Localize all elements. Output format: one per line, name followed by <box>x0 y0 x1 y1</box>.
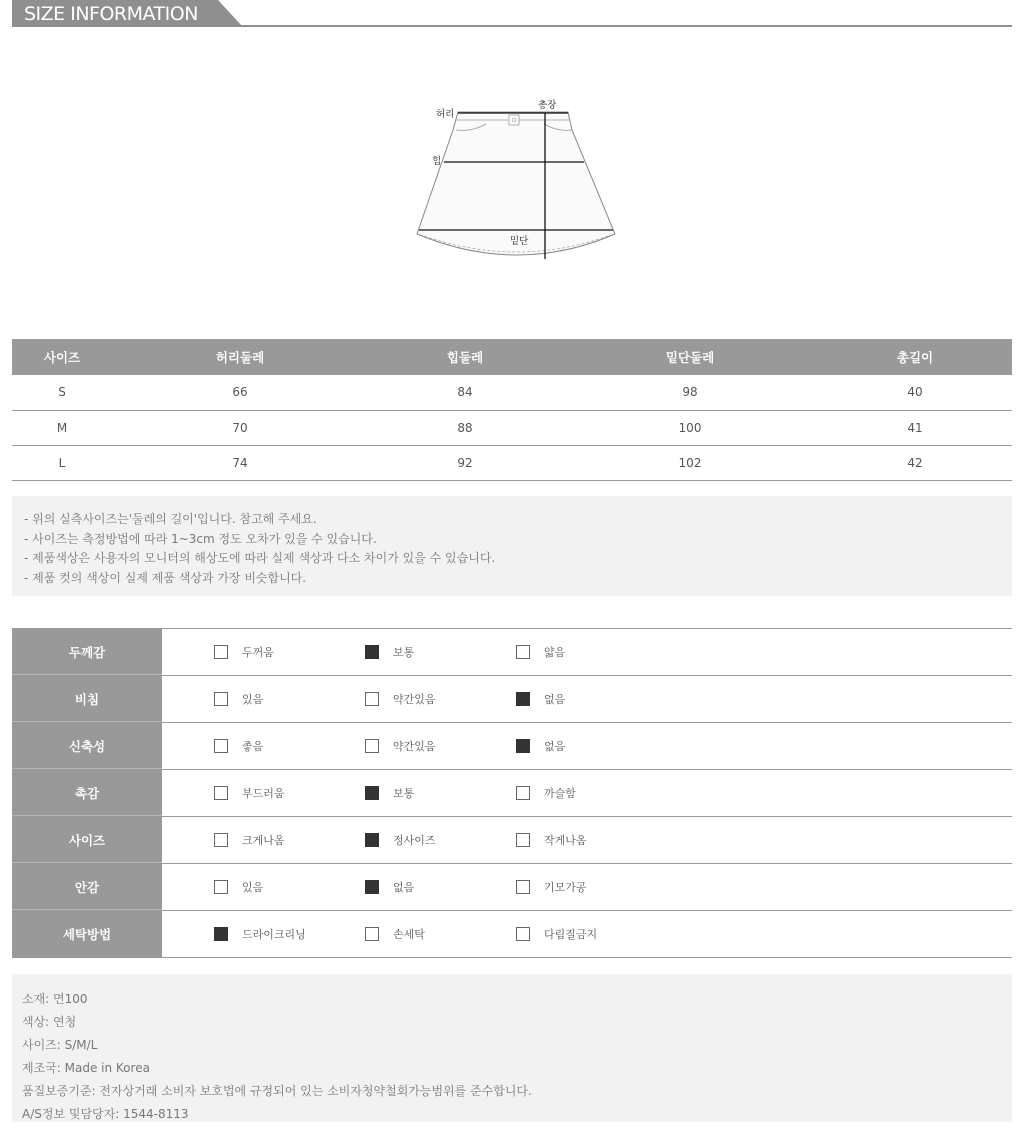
table-cell: 92 <box>368 445 562 480</box>
info-line: 사이즈: S/M/L <box>22 1038 98 1052</box>
option <box>214 879 263 895</box>
size-notes <box>12 496 1012 596</box>
column-header-hip: 힙둘레 <box>368 339 562 375</box>
option-label: 정사이즈 <box>393 834 436 847</box>
option-label: 좋음 <box>242 740 264 753</box>
attribute-row-fit <box>12 817 1012 864</box>
table-cell: 84 <box>368 375 562 410</box>
option <box>214 832 285 848</box>
column-header-length: 총길이 <box>818 339 1012 375</box>
option <box>516 879 587 895</box>
attribute-options <box>162 629 1012 675</box>
option <box>516 691 565 707</box>
attribute-row-thickness <box>12 629 1012 676</box>
option <box>214 926 306 942</box>
checkbox-checked-icon <box>516 692 530 706</box>
checkbox-icon <box>516 833 530 847</box>
table-cell: 66 <box>112 375 368 410</box>
attribute-options <box>162 770 1012 816</box>
checkbox-icon <box>214 739 228 753</box>
option <box>365 926 425 942</box>
attribute-label: 안감 <box>12 864 162 910</box>
hip-label: 힙 <box>432 156 442 167</box>
checkbox-icon <box>365 692 379 706</box>
option <box>365 832 436 848</box>
checkbox-icon <box>516 645 530 659</box>
checkbox-icon <box>516 880 530 894</box>
checkbox-checked-icon <box>365 880 379 894</box>
checkbox-checked-icon <box>365 786 379 800</box>
note-line: - 사이즈는 측정방법에 따라 1~3cm 정도 오차가 있을 수 있습니다. <box>24 531 377 546</box>
attribute-row-texture <box>12 770 1012 817</box>
attribute-label: 사이즈 <box>12 817 162 863</box>
hem-label: 밑단 <box>510 236 529 247</box>
option-label: 기모가공 <box>544 881 587 894</box>
option-label: 있음 <box>242 881 264 894</box>
checkbox-icon <box>365 927 379 941</box>
option <box>365 691 436 707</box>
attribute-row-washing <box>12 911 1012 958</box>
attribute-options <box>162 723 1012 769</box>
size-table-header <box>12 339 1012 375</box>
checkbox-icon <box>516 786 530 800</box>
option-label: 보통 <box>393 646 415 659</box>
attribute-label: 촉감 <box>12 770 162 816</box>
column-header-waist: 허리둘레 <box>112 339 368 375</box>
checkbox-checked-icon <box>214 927 228 941</box>
option <box>365 879 414 895</box>
checkbox-icon <box>365 739 379 753</box>
option <box>214 738 263 754</box>
option <box>516 832 587 848</box>
info-line: 제조국: Made in Korea <box>22 1061 150 1075</box>
table-row <box>12 445 1012 480</box>
checkbox-checked-icon <box>365 833 379 847</box>
attribute-row-lining <box>12 864 1012 911</box>
option <box>365 785 414 801</box>
attribute-table <box>12 628 1012 958</box>
note-line: - 제품 컷의 색상이 실제 제품 색상과 가장 비슷합니다. <box>24 570 307 585</box>
checkbox-icon <box>214 645 228 659</box>
option-label: 까슬함 <box>544 787 576 800</box>
checkbox-icon <box>214 880 228 894</box>
table-row <box>12 410 1012 445</box>
attribute-options <box>162 676 1012 722</box>
option <box>365 738 436 754</box>
option <box>516 926 597 942</box>
table-cell: 70 <box>112 410 368 445</box>
option <box>516 785 576 801</box>
table-row <box>12 375 1012 410</box>
option-label: 두꺼움 <box>242 646 274 659</box>
table-cell: 100 <box>562 410 818 445</box>
option <box>516 644 565 660</box>
option-label: 손세탁 <box>393 928 425 941</box>
option-label: 없음 <box>393 881 415 894</box>
attribute-row-stretch <box>12 723 1012 770</box>
option-label: 없음 <box>544 693 566 706</box>
option-label: 약간있음 <box>393 740 436 753</box>
option-label: 약간있음 <box>393 693 436 706</box>
option-label: 부드러움 <box>242 787 285 800</box>
table-cell: 74 <box>112 445 368 480</box>
attribute-options <box>162 817 1012 863</box>
product-info <box>12 974 1012 1122</box>
waist-label: 허리 <box>436 109 455 120</box>
option-label: 다림질금지 <box>544 928 598 941</box>
info-line: 소재: 면100 <box>22 992 88 1006</box>
table-cell: 102 <box>562 445 818 480</box>
info-line: 색상: 연청 <box>22 1015 77 1029</box>
table-cell: 42 <box>818 445 1012 480</box>
table-cell: 41 <box>818 410 1012 445</box>
option-label: 얇음 <box>544 646 566 659</box>
section-title: SIZE INFORMATION <box>24 3 198 25</box>
option <box>516 738 565 754</box>
attribute-label: 두께감 <box>12 629 162 675</box>
section-header <box>12 0 1012 27</box>
checkbox-icon <box>214 786 228 800</box>
column-header-hem: 밑단둘레 <box>562 339 818 375</box>
table-cell: 98 <box>562 375 818 410</box>
attribute-options <box>162 911 1012 957</box>
option-label: 드라이크리닝 <box>242 928 306 941</box>
option-label: 크게나옴 <box>242 834 285 847</box>
attribute-options <box>162 864 1012 910</box>
checkbox-icon <box>214 833 228 847</box>
attribute-row-sheerness <box>12 676 1012 723</box>
info-line: A/S정보 및담당자: 1544-8113 <box>22 1107 189 1121</box>
checkbox-checked-icon <box>365 645 379 659</box>
option-label: 있음 <box>242 693 264 706</box>
checkbox-checked-icon <box>516 739 530 753</box>
checkbox-icon <box>214 692 228 706</box>
option <box>365 644 414 660</box>
skirt-diagram <box>410 96 630 266</box>
option <box>214 644 274 660</box>
skirt-diagram-svg <box>410 96 630 266</box>
column-header-size: 사이즈 <box>12 339 112 375</box>
option-label: 작게나옴 <box>544 834 587 847</box>
info-line: 품질보증기준: 전자상거래 소비자 보호법에 규정되어 있는 소비자청약철회가능범위를 준수합니다. <box>22 1084 532 1098</box>
attribute-label: 비침 <box>12 676 162 722</box>
option-label: 보통 <box>393 787 415 800</box>
table-cell: 88 <box>368 410 562 445</box>
option <box>214 785 285 801</box>
note-line: - 제품색상은 사용자의 모니터의 해상도에 따라 실제 색상과 다소 차이가 있을 수 있습니다. <box>24 551 496 565</box>
note-line: - 위의 실측사이즈는'둘레의 길이'입니다. 참고해 주세요. <box>24 512 317 526</box>
option-label: 없음 <box>544 740 566 753</box>
table-cell: 40 <box>818 375 1012 410</box>
table-cell: M <box>12 410 112 445</box>
length-label: 총장 <box>538 100 557 111</box>
attribute-label: 신축성 <box>12 723 162 769</box>
size-table <box>12 339 1012 481</box>
table-cell: S <box>12 375 112 410</box>
table-cell: L <box>12 445 112 480</box>
option <box>214 691 263 707</box>
checkbox-icon <box>516 927 530 941</box>
attribute-label: 세탁방법 <box>12 911 162 957</box>
